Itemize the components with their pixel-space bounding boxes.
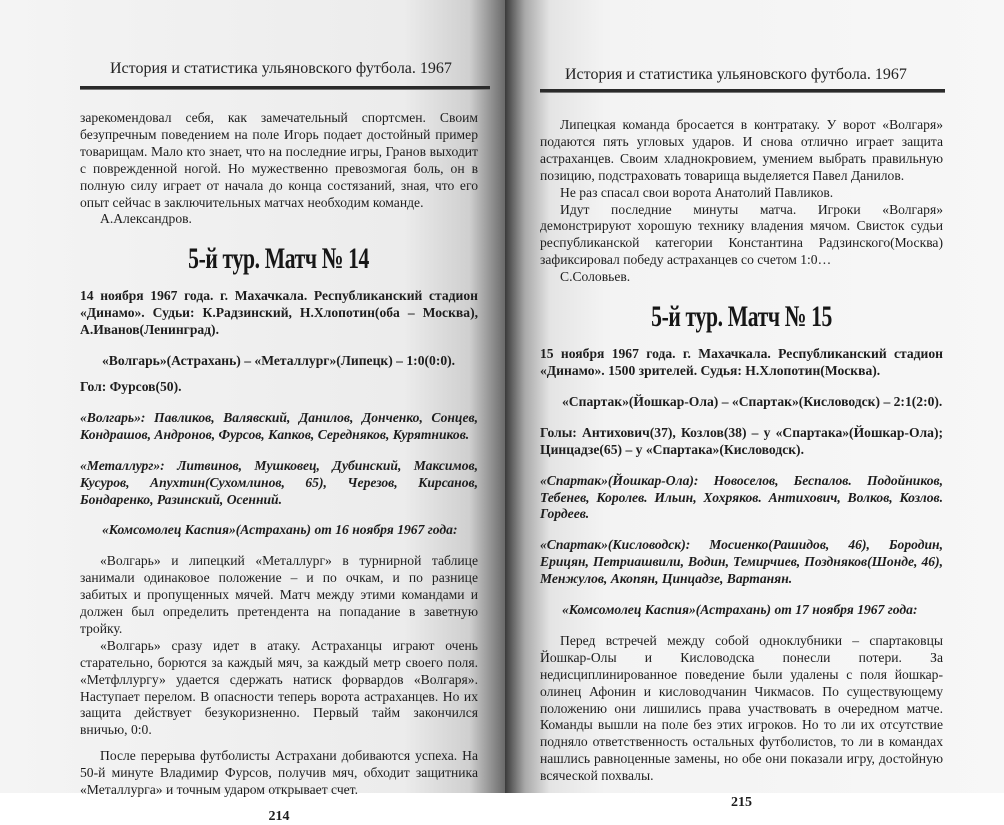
match-info: 14 ноября 1967 года. г. Махачкала. Республиканский стадион «Динамо». Судьи: К.Радзинский, Н.Хлопотин(оба – Москва), А.Иванов(Ленинград). [80,288,478,338]
match-title: 5-й тур. Матч № 14 [188,242,370,276]
intro-author: А.Александров. [100,211,192,227]
page-number: 215 [731,795,752,811]
intro-paragraph: зарекомендовал себя, как замечательный спортсмен. Своим безупречным поведением на поле Игорь подает достойный пример товарищам. Мало кто знает, что на последние игры, Гранов выходит с поврежденной ногой. Но мужественно превозмогая боль, он в полную силу играет от начала до конца состязаний, зная, что его опыт сейчас в заключительных матчах необходим команде. [80,110,478,210]
body-paragraph: Перед встречей между собой одноклубники – спартаковцы Йошкар-Олы и Кисловодска понесли потери. За недисциплинированное поведение были удалены с поля йошкар-олинец Афонин и кисловодчанин Чикмасов. По существующему положению они лишились права участвовать в очередном матче. Команды вышли на поле без этих игроков. Но то ли их отсутствие подняло ответственность остальных футболистов, то ли в командах нашлись равноценные замены, но обе они показали игру, достойную всяческой похвалы. [540,632,943,784]
lineup-spartak-yoshkar-ola: «Спартак»(Йошкар-Ола): Новоселов, Беспалов. Подойников, Тебенев, Королев. Ильин, Хохряков. Антихович, Волков, Козлов. Гордеев. [540,472,943,522]
lineup-spartak-kislovodsk: «Спартак»(Кисловодск): Мосиенко(Рашидов, 46), Бородин, Ерицян, Петриашвили, Водин, Темирчиев, Поздняков(Шонде, 46), Менжулов, Акопян, Цинцадзе, Вартанян. [540,537,943,587]
body-paragraph: «Волгарь» сразу идет в атаку. Астраханцы играют очень старательно, борются за каждый мяч, за каждый метр своего поля. «Метфллургу» удается сдержать натиск форвардов «Волгаря». Наступает перелом. В опасности теперь ворота астраханцев. Но их защита действует безукоризненно. Первый тайм закончился вничью, 0:0. [80,637,478,738]
body-paragraph: Идут последние минуты матча. Игроки «Волгаря» демонстрируют хорошую технику владения мячом. Свисток судьи республиканской категории Константина Радзинского(Москва) зафиксировал победу астраханцев со счетом 1:0… [540,201,943,268]
source-citation: «Комсомолец Каспия»(Астрахань) от 17 ноября 1967 года: [562,602,918,618]
body-paragraph: «Волгарь» и липецкий «Металлург» в турнирной таблице занимали одинаковое положение – и по очкам, и по разнице забитых и пропущенных мячей. Матч между этими командами и должен был определить претендента на попадание в заветную тройку. [80,553,478,636]
source-citation: «Комсомолец Каспия»(Астрахань) от 16 ноября 1967 года: [102,522,458,538]
lineup-volgar: «Волгарь»: Павликов, Валявский, Данилов, Донченко, Сонцев, Кондрашов, Андронов, Фурсов, Капков, Середняков, Курятников. [80,409,478,442]
header-rule [540,89,945,93]
match-score: «Волгарь»(Астрахань) – «Металлург»(Липецк) – 1:0(0:0). [102,353,456,369]
left-text-column [80,110,478,825]
match-title-row [540,300,943,334]
match-title: 5-й тур. Матч № 15 [651,300,832,334]
top-author: С.Соловьев. [560,269,631,285]
body-paragraph: Не раз спасал свои ворота Анатолий Павликов. [560,184,834,200]
match-score: «Спартак»(Йошкар-Ола) – «Спартак»(Кисловодск) – 2:1(2:0). [562,393,943,409]
right-page [505,0,1004,811]
body-paragraph: Липецкая команда бросается в контратаку. У ворот «Волгаря» подаются пять угловых ударов. И снова отлично играет защита астраханцев. Своим хладнокровием, умением выбрать правильную позицию, подстраховать товарища выделяется Павел Данилов. [540,117,943,183]
match-goals: Голы: Антихович(37), Козлов(38) – у «Спартака»(Йошкар-Ола); Цинцадзе(65) – у «Спартака»(Кисловодск). [540,424,943,457]
right-text-column [540,117,943,811]
match-info: 15 ноября 1967 года. г. Махачкала. Республиканский стадион «Динамо». 1500 зрителей. Судья: Н.Хлопотин(Москва). [540,346,943,378]
header-rule [80,86,490,90]
running-header: История и статистика ульяновского футбола. 1967 [110,60,452,77]
lineup-metallurg: «Металлург»: Литвинов, Мушковец, Дубинский, Максимов, Кусуров, Апухтин(Сухомлинов, 65), Черезов, Кирсанов, Бондаренко, Разинский, Осенний. [80,457,478,507]
page-number: 214 [268,809,290,824]
body-paragraph: После перерыва футболисты Астрахани добиваются успеха. На 50-й минуте Владимир Фурсов, получив мяч, обходит защитника «Металлурга» и точным ударом открывает счет. [80,748,478,798]
running-header: История и статистика ульяновского футбола. 1967 [565,66,907,83]
match-title-row [80,242,478,276]
match-goals: Гол: Фурсов(50). [80,378,182,394]
